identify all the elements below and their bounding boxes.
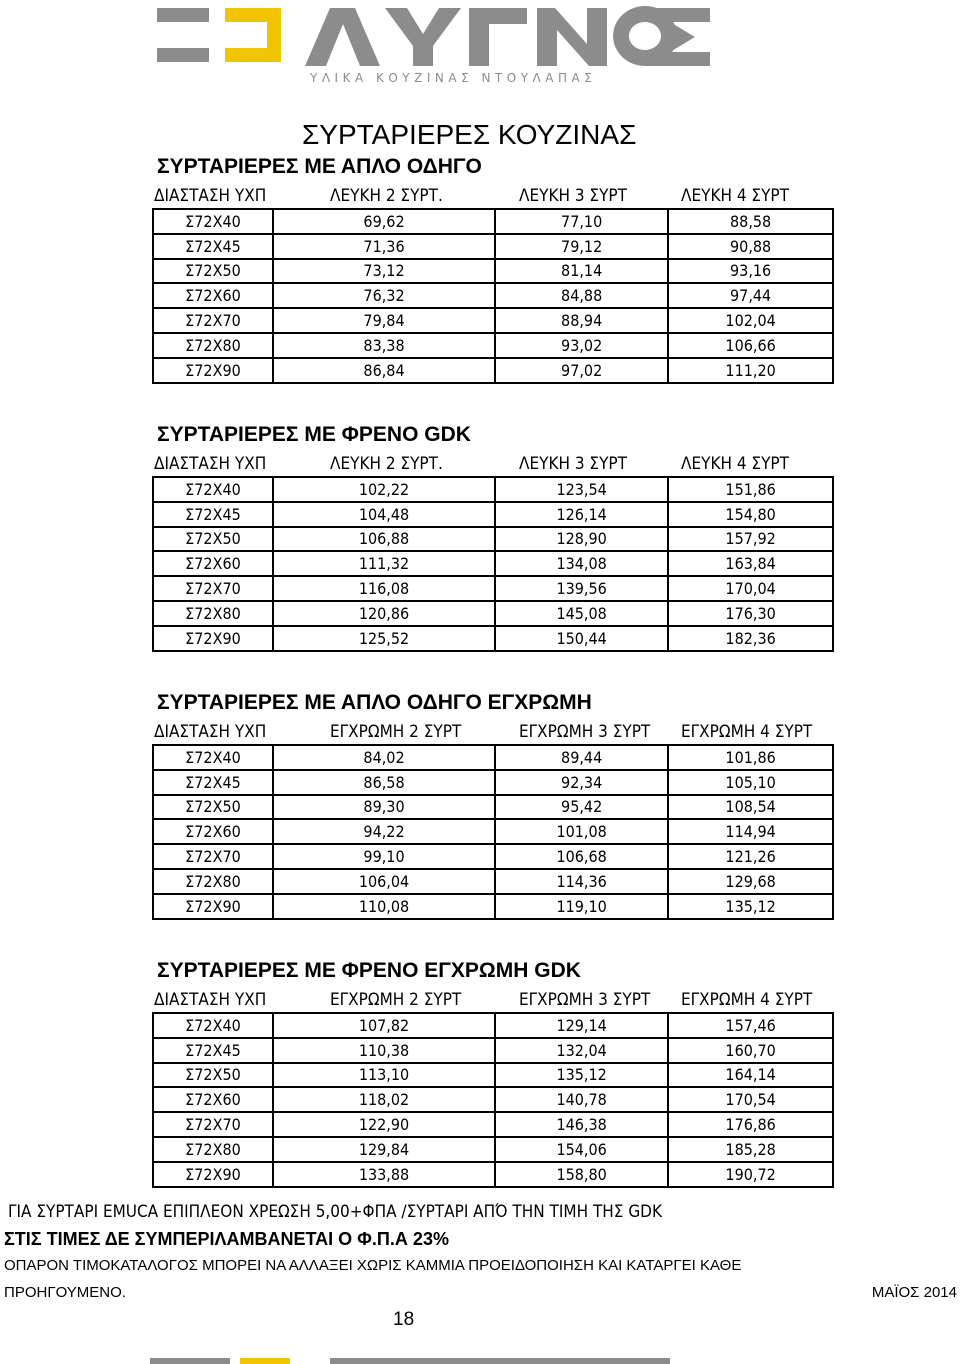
page-title: ΣΥΡΤΑΡΙΕΡΕΣ ΚΟΥΖΙΝΑΣ	[302, 119, 637, 150]
header-col4: ΛΕΥΚΗ 4 ΣΥΡΤ	[681, 186, 789, 206]
cell-price: 151,86	[668, 477, 833, 502]
price-table	[152, 476, 834, 652]
company-logo	[155, 4, 715, 86]
cell-price: 73,12	[273, 259, 495, 284]
section-title: ΣΥΡΤΑΡΙΕΡΕΣ ΜΕ ΦΡΕΝΟ GDK	[157, 423, 471, 446]
cell-price: 146,38	[495, 1112, 668, 1137]
cell-price: 157,92	[668, 527, 833, 552]
table-row	[153, 234, 833, 259]
cell-price: 119,10	[495, 894, 668, 919]
cell-price: 154,80	[668, 502, 833, 527]
header-col2: ΕΓΧΡΩΜΗ 2 ΣΥΡΤ	[330, 722, 462, 742]
cell-price: 86,58	[273, 770, 495, 795]
cell-price: 190,72	[668, 1162, 833, 1187]
emuca-note: ΓΙΑ ΣΥΡΤΑΡΙ EMUCA ΕΠΙΠΛΕΟΝ ΧΡΕΩΣΗ 5,00+ΦΠΑ /ΣΥΡΤΑΡΙ ΑΠΌ ΤΗΝ ΤΙΜΗ ΤΗΣ GDK	[8, 1202, 662, 1222]
table-row	[153, 770, 833, 795]
table-row	[153, 551, 833, 576]
cell-price: 105,10	[668, 770, 833, 795]
header-col3: ΛΕΥΚΗ 3 ΣΥΡΤ	[519, 186, 627, 206]
cell-price: 160,70	[668, 1038, 833, 1063]
page-number: 18	[393, 1309, 415, 1330]
cell-dimension: Σ72Χ40	[153, 477, 273, 502]
cell-dimension: Σ72Χ70	[153, 308, 273, 333]
cell-price: 176,30	[668, 601, 833, 626]
cell-price: 86,84	[273, 358, 495, 383]
cell-price: 95,42	[495, 795, 668, 820]
table-header	[152, 183, 834, 209]
price-table	[152, 1012, 834, 1188]
cell-price: 170,04	[668, 576, 833, 601]
cell-price: 145,08	[495, 601, 668, 626]
cell-price: 97,44	[668, 283, 833, 308]
header-dimension: ΔΙΑΣΤΑΣΗ ΥΧΠ	[154, 722, 267, 742]
header-dimension: ΔΙΑΣΤΑΣΗ ΥΧΠ	[154, 186, 267, 206]
cell-dimension: Σ72Χ80	[153, 333, 273, 358]
table-row	[153, 844, 833, 869]
cell-price: 90,88	[668, 234, 833, 259]
cell-price: 129,84	[273, 1137, 495, 1162]
cell-price: 89,44	[495, 745, 668, 770]
cell-dimension: Σ72Χ45	[153, 770, 273, 795]
cell-price: 158,80	[495, 1162, 668, 1187]
cell-price: 113,10	[273, 1063, 495, 1088]
cell-price: 176,86	[668, 1112, 833, 1137]
cell-price: 157,46	[668, 1013, 833, 1038]
cell-price: 107,82	[273, 1013, 495, 1038]
cell-dimension: Σ72Χ90	[153, 358, 273, 383]
cell-price: 101,08	[495, 819, 668, 844]
table-row	[153, 601, 833, 626]
table-row	[153, 209, 833, 234]
vat-note: ΣΤΙΣ ΤΙΜΕΣ ΔΕ ΣΥΜΠΕΡΙΛΑΜΒΑΝΕΤΑΙ Ο Φ.Π.Α 23%	[4, 1229, 449, 1249]
logo-wordmark	[305, 6, 710, 66]
cell-dimension: Σ72Χ50	[153, 259, 273, 284]
cell-price: 102,04	[668, 308, 833, 333]
cell-price: 81,14	[495, 259, 668, 284]
table-row	[153, 1112, 833, 1137]
cell-price: 128,90	[495, 527, 668, 552]
cell-price: 132,04	[495, 1038, 668, 1063]
cell-price: 154,06	[495, 1137, 668, 1162]
cell-price: 170,54	[668, 1087, 833, 1112]
cell-dimension: Σ72Χ90	[153, 1162, 273, 1187]
cell-price: 69,62	[273, 209, 495, 234]
cell-price: 110,38	[273, 1038, 495, 1063]
cell-price: 135,12	[495, 1063, 668, 1088]
disclaimer-line-1: ΟΠΑΡΟΝ ΤΙΜΟΚΑΤΑΛΟΓΟΣ ΜΠΟΡΕΙ ΝΑ ΑΛΛΑΞΕΙ ΧΩΡΙΣ ΚΑΜΜΙΑ ΠΡΟΕΙΔΟΠΟΙΗΣΗ ΚΑΙ ΚΑΤΑΡΓΕΙ ΚΑΘΕ	[4, 1257, 742, 1274]
cell-dimension: Σ72Χ50	[153, 795, 273, 820]
cell-price: 79,84	[273, 308, 495, 333]
cell-dimension: Σ72Χ80	[153, 601, 273, 626]
header-col3: ΕΓΧΡΩΜΗ 3 ΣΥΡΤ	[519, 990, 651, 1010]
cell-price: 185,28	[668, 1137, 833, 1162]
cell-price: 77,10	[495, 209, 668, 234]
cell-price: 122,90	[273, 1112, 495, 1137]
table-header	[152, 719, 834, 745]
logo-subtitle: ΥΛΙΚΑ ΚΟΥΖΙΝΑΣ ΝΤΟΥΛΑΠΑΣ	[310, 71, 597, 85]
cell-dimension: Σ72Χ50	[153, 527, 273, 552]
table-row	[153, 1087, 833, 1112]
cell-price: 126,14	[495, 502, 668, 527]
disclaimer-line-2: ΠΡΟΗΓΟΥΜΕΝΟ.	[4, 1284, 126, 1301]
cell-price: 118,02	[273, 1087, 495, 1112]
table-row	[153, 308, 833, 333]
cell-price: 88,58	[668, 209, 833, 234]
header-dimension: ΔΙΑΣΤΑΣΗ ΥΧΠ	[154, 990, 267, 1010]
cell-price: 83,38	[273, 333, 495, 358]
table-row	[153, 576, 833, 601]
cell-price: 129,14	[495, 1013, 668, 1038]
header-col2: ΕΓΧΡΩΜΗ 2 ΣΥΡΤ	[330, 990, 462, 1010]
table-row	[153, 894, 833, 919]
cell-dimension: Σ72Χ60	[153, 1087, 273, 1112]
footer-logo-strip	[130, 1356, 690, 1364]
table-row	[153, 1162, 833, 1187]
cell-price: 94,22	[273, 819, 495, 844]
cell-price: 125,52	[273, 626, 495, 651]
cell-price: 106,66	[668, 333, 833, 358]
cell-dimension: Σ72Χ45	[153, 1038, 273, 1063]
cell-dimension: Σ72Χ80	[153, 1137, 273, 1162]
cell-price: 99,10	[273, 844, 495, 869]
cell-dimension: Σ72Χ80	[153, 869, 273, 894]
table-row	[153, 1038, 833, 1063]
section-title: ΣΥΡΤΑΡΙΕΡΕΣ ΜΕ ΑΠΛΟ ΟΔΗΓΟ	[157, 155, 482, 178]
table-row	[153, 333, 833, 358]
cell-price: 106,04	[273, 869, 495, 894]
cell-dimension: Σ72Χ60	[153, 551, 273, 576]
header-col2: ΛΕΥΚΗ 2 ΣΥΡΤ.	[330, 454, 443, 474]
price-table	[152, 208, 834, 384]
header-col4: ΕΓΧΡΩΜΗ 4 ΣΥΡΤ	[681, 722, 813, 742]
section-title: ΣΥΡΤΑΡΙΕΡΕΣ ΜΕ ΦΡΕΝΟ ΕΓΧΡΩΜΗ GDK	[157, 959, 581, 982]
table-row	[153, 358, 833, 383]
cell-dimension: Σ72Χ70	[153, 576, 273, 601]
cell-price: 93,02	[495, 333, 668, 358]
cell-price: 104,48	[273, 502, 495, 527]
table-header	[152, 451, 834, 477]
cell-price: 133,88	[273, 1162, 495, 1187]
cell-price: 93,16	[668, 259, 833, 284]
table-row	[153, 502, 833, 527]
cell-price: 116,08	[273, 576, 495, 601]
cell-price: 123,54	[495, 477, 668, 502]
header-col4: ΛΕΥΚΗ 4 ΣΥΡΤ	[681, 454, 789, 474]
cell-price: 163,84	[668, 551, 833, 576]
section-title: ΣΥΡΤΑΡΙΕΡΕΣ ΜΕ ΑΠΛΟ ΟΔΗΓΟ ΕΓΧΡΩΜΗ	[157, 691, 592, 714]
cell-dimension: Σ72Χ40	[153, 745, 273, 770]
cell-price: 111,20	[668, 358, 833, 383]
cell-price: 84,02	[273, 745, 495, 770]
cell-price: 101,86	[668, 745, 833, 770]
cell-price: 134,08	[495, 551, 668, 576]
cell-price: 164,14	[668, 1063, 833, 1088]
cell-price: 108,54	[668, 795, 833, 820]
cell-dimension: Σ72Χ40	[153, 1013, 273, 1038]
cell-dimension: Σ72Χ70	[153, 844, 273, 869]
cell-price: 106,88	[273, 527, 495, 552]
cell-price: 92,34	[495, 770, 668, 795]
table-row	[153, 283, 833, 308]
cell-price: 129,68	[668, 869, 833, 894]
table-row	[153, 527, 833, 552]
cell-price: 182,36	[668, 626, 833, 651]
table-row	[153, 1063, 833, 1088]
cell-price: 84,88	[495, 283, 668, 308]
logo-block-bottom	[157, 48, 209, 62]
cell-price: 76,32	[273, 283, 495, 308]
cell-dimension: Σ72Χ40	[153, 209, 273, 234]
table-row	[153, 795, 833, 820]
header-col2: ΛΕΥΚΗ 2 ΣΥΡΤ.	[330, 186, 443, 206]
cell-price: 102,22	[273, 477, 495, 502]
header-col3: ΛΕΥΚΗ 3 ΣΥΡΤ	[519, 454, 627, 474]
price-table	[152, 744, 834, 920]
table-row	[153, 869, 833, 894]
cell-price: 114,94	[668, 819, 833, 844]
cell-dimension: Σ72Χ60	[153, 819, 273, 844]
table-row	[153, 477, 833, 502]
cell-price: 110,08	[273, 894, 495, 919]
cell-dimension: Σ72Χ50	[153, 1063, 273, 1088]
table-row	[153, 626, 833, 651]
cell-dimension: Σ72Χ90	[153, 626, 273, 651]
catalog-date: ΜΑΪΟΣ 2014	[871, 1284, 957, 1301]
cell-price: 140,78	[495, 1087, 668, 1112]
header-col4: ΕΓΧΡΩΜΗ 4 ΣΥΡΤ	[681, 990, 813, 1010]
cell-price: 106,68	[495, 844, 668, 869]
logo-block-top	[157, 8, 209, 22]
header-dimension: ΔΙΑΣΤΑΣΗ ΥΧΠ	[154, 454, 267, 474]
cell-price: 135,12	[668, 894, 833, 919]
cell-price: 150,44	[495, 626, 668, 651]
table-row	[153, 259, 833, 284]
cell-price: 121,26	[668, 844, 833, 869]
cell-price: 120,86	[273, 601, 495, 626]
table-row	[153, 1013, 833, 1038]
cell-dimension: Σ72Χ70	[153, 1112, 273, 1137]
cell-dimension: Σ72Χ45	[153, 502, 273, 527]
table-row	[153, 745, 833, 770]
cell-price: 71,36	[273, 234, 495, 259]
logo-block-side-yellow	[267, 8, 281, 62]
cell-price: 89,30	[273, 795, 495, 820]
cell-dimension: Σ72Χ45	[153, 234, 273, 259]
cell-price: 139,56	[495, 576, 668, 601]
table-header	[152, 987, 834, 1013]
cell-price: 88,94	[495, 308, 668, 333]
cell-dimension: Σ72Χ90	[153, 894, 273, 919]
table-row	[153, 1137, 833, 1162]
cell-price: 97,02	[495, 358, 668, 383]
table-row	[153, 819, 833, 844]
cell-price: 114,36	[495, 869, 668, 894]
cell-price: 79,12	[495, 234, 668, 259]
cell-price: 111,32	[273, 551, 495, 576]
header-col3: ΕΓΧΡΩΜΗ 3 ΣΥΡΤ	[519, 722, 651, 742]
cell-dimension: Σ72Χ60	[153, 283, 273, 308]
